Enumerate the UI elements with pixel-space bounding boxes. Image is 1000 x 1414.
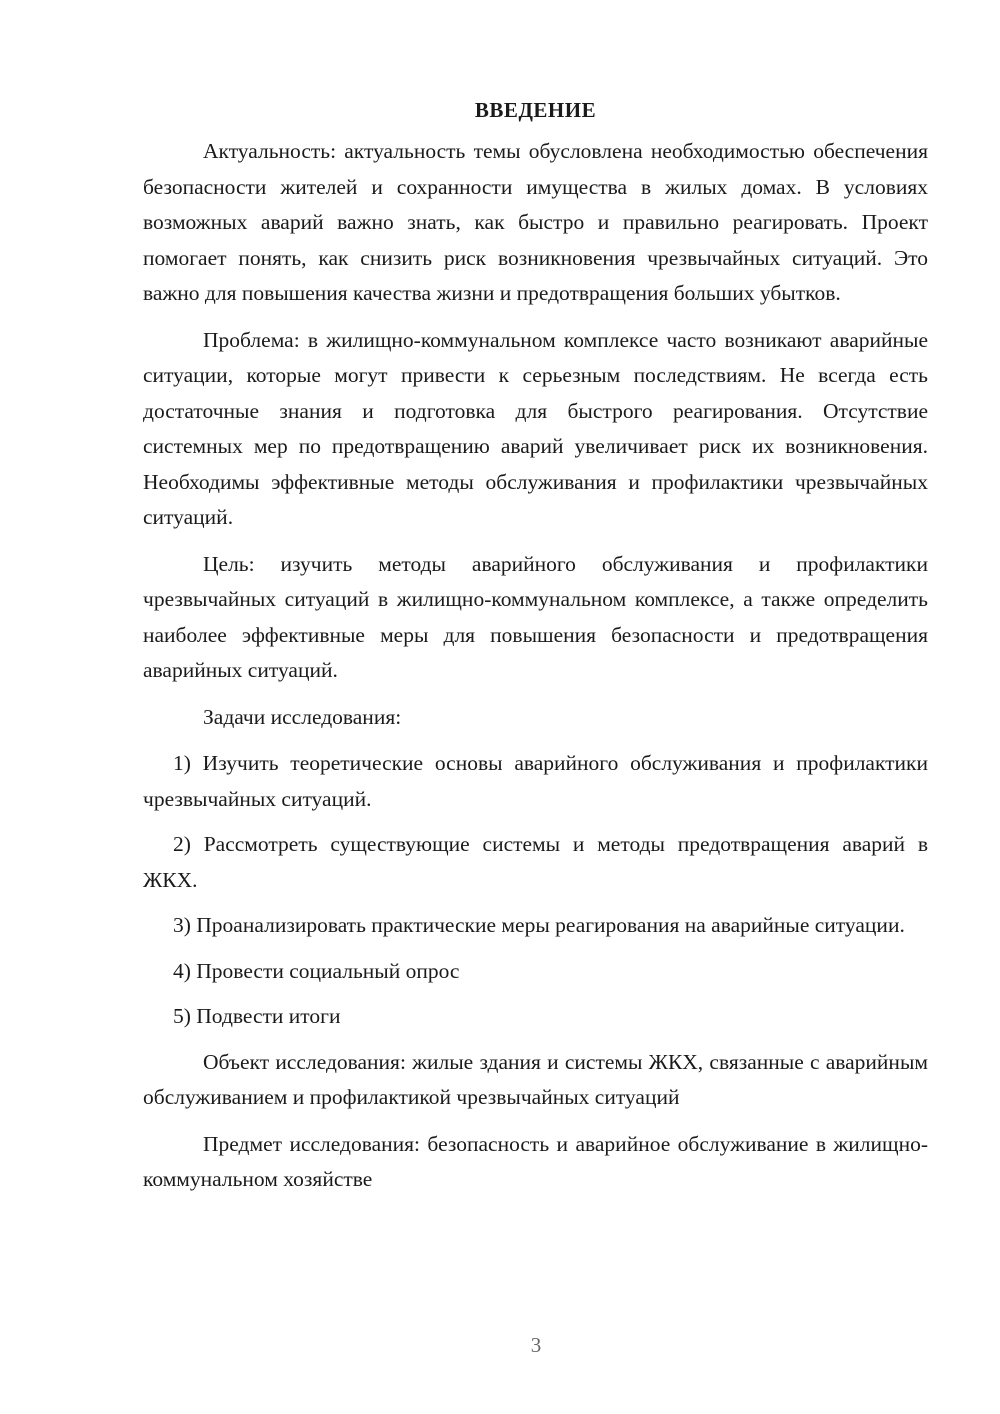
paragraph-relevance: Актуальность: актуальность темы обусловлена необходимостью обеспечения безопасности жителей и сохранности имущества в жилых домах. В условиях возможных аварий важно знать, как быстро и правильно реагировать. Проект помогает понять, как снизить риск возникновения чрезвычайных ситуаций. Это важно для повышения качества жизни и предотвращения больших убытков. (143, 139, 928, 305)
task-item: 2) Рассмотреть существующие системы и методы предотвращения аварий в ЖКХ. (143, 832, 928, 892)
page-number: 3 (530, 1333, 542, 1357)
document-page (143, 92, 928, 1209)
task-item: 3) Проанализировать практические меры реагирования на аварийные ситуации. (173, 913, 905, 937)
paragraph-subject: Предмет исследования: безопасность и аварийное обслуживание в жилищно-коммунальном хозяйстве (143, 1131, 928, 1191)
paragraph-object: Объект исследования: жилые здания и системы ЖКХ, связанные с аварийным обслуживанием и профилактикой чрезвычайных ситуаций (143, 1049, 928, 1109)
task-item: 4) Провести социальный опрос (173, 958, 460, 983)
tasks-heading: Задачи исследования: (203, 704, 402, 729)
section-title: ВВЕДЕНИЕ (474, 98, 597, 122)
paragraph-goal: Цель: изучить методы аварийного обслуживания и профилактики чрезвычайных ситуаций в жилищно-коммунальном комплексе, а также определить наиболее эффективные меры для повышения безопасности и предотвращения аварийных ситуаций. (143, 551, 928, 682)
paragraph-problem: Проблема: в жилищно-коммунальном комплексе часто возникают аварийные ситуации, которые могут привести к серьезным последствиям. Не всегда есть достаточные знания и подготовка для быстрого реагирования. Отсутствие системных мер по предотвращению аварий увеличивает риск их возникновения. Необходимы эффективные методы обслуживания и профилактики чрезвычайных ситуаций. (143, 327, 928, 529)
task-item: 1) Изучить теоретические основы аварийного обслуживания и профилактики чрезвычайных ситуаций. (143, 751, 928, 811)
task-item: 5) Подвести итоги (173, 1004, 341, 1028)
